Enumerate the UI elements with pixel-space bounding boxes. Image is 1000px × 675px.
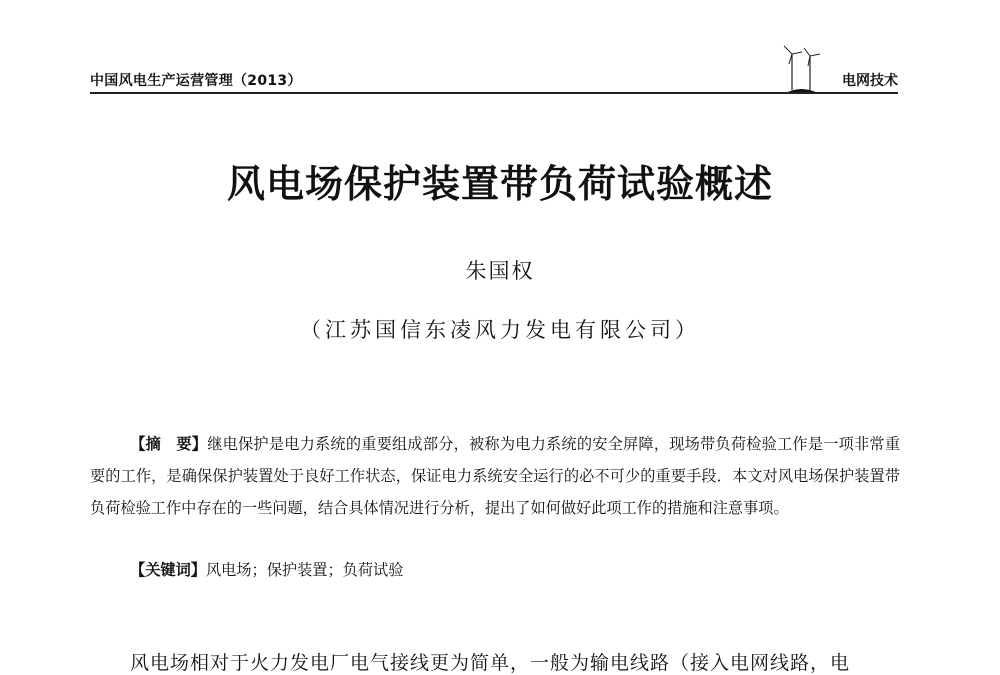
article-title: 风电场保护装置带负荷试验概述 [226,162,773,206]
keywords-line [130,559,403,580]
keywords-text: 风电场；保护装置；负荷试验 [205,561,404,579]
wind-turbine-logo [776,40,826,96]
keywords-label: 【关键词】 [130,561,206,579]
journal-header: 中国风电生产运营管理（2013） [90,73,302,89]
abstract-label: 【摘 要】 [130,435,208,453]
section-header: 电网技术 [842,73,898,89]
header-rule [90,92,898,94]
author-affiliation: （江苏国信东凌风力发电有限公司） [300,318,700,342]
body-paragraph: 风电场相对于火力发电厂电气接线更为简单，一般为输电线路（接入电网线路，电 [130,652,851,674]
abstract-text: 继电保护是电力系统的重要组成部分，被称为电力系统的安全屏障，现场带负荷检验工作是一项非常重要的工作，是确保保护装置处于良好工作状态，保证电力系统安全运行的必不可少的重要手段．本文对风电场保护装置带负荷检验工作中存在的一些问题，结合具体情况进行分析，提出了如何做好此项工作的措施和注意事项。 [90,435,901,517]
article-author: 朱国权 [465,259,535,283]
abstract-paragraph [90,428,900,524]
